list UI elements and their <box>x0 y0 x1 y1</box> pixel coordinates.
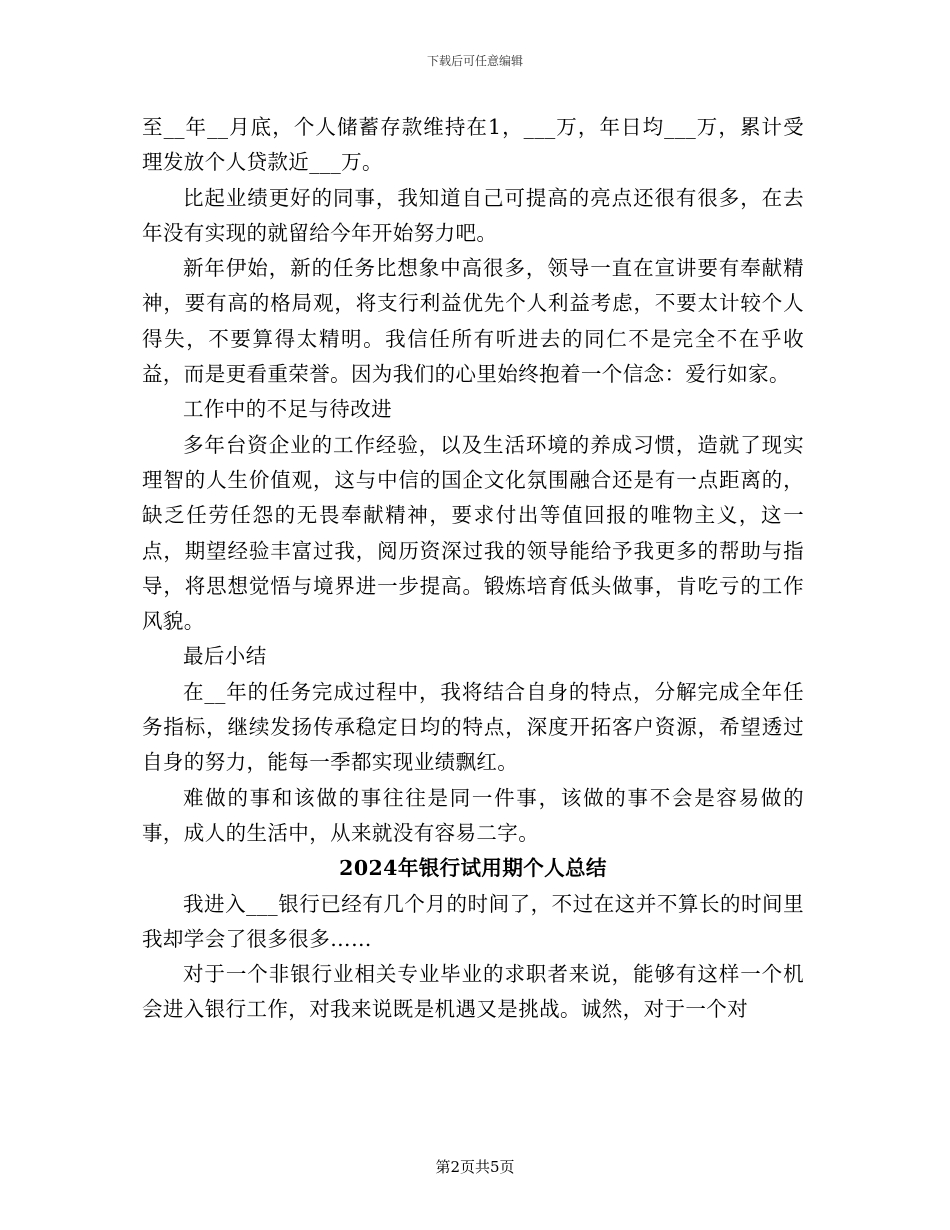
paragraph-plan: 在__年的任务完成过程中，我将结合自身的特点，分解完成全年任务指标，继续发扬传承稳定日均的特点，深度开拓客户资源，希望透过自身的努力，能每一季都实现业绩飘红。 <box>142 679 804 775</box>
document-title: 2024年银行试用期个人总结 <box>339 856 607 881</box>
document-body <box>142 110 804 1028</box>
paragraph-deposit-stats: 至__年__月底，个人储蓄存款维持在1，___万，年日均___万，累计受理发放个人贷款近___万。 <box>142 115 804 175</box>
section-heading-summary: 最后小结 <box>183 644 267 669</box>
paragraph-intro: 我进入___银行已经有几个月的时间了，不过在这并不算长的时间里我却学会了很多很多…… <box>142 891 804 951</box>
paragraph-reflection: 难做的事和该做的事往往是同一件事，该做的事不会是容易做的事，成人的生活中，从来就没有容易二字。 <box>142 785 804 845</box>
paragraph-new-year: 新年伊始，新的任务比想象中高很多，领导一直在宣讲要有奉献精神，要有高的格局观，将支行利益优先个人利益考虑，不要太计较个人得失，不要算得太精明。我信任所有听进去的同仁不是完全不在乎收益，而是更看重荣誉。因为我们的心里始终抱着一个信念：爱行如家。 <box>142 256 804 387</box>
paragraph-improvement: 比起业绩更好的同事，我知道自己可提高的亮点还很有很多，在去年没有实现的就留给今年开始努力吧。 <box>142 185 804 245</box>
paragraph-opportunity: 对于一个非银行业相关专业毕业的求职者来说，能够有这样一个机会进入银行工作，对我来说既是机遇又是挑战。诚然，对于一个对 <box>142 962 804 1022</box>
section-heading-shortcomings: 工作中的不足与待改进 <box>183 397 392 422</box>
page-header-note: 下载后可任意编辑 <box>426 54 523 68</box>
page-number-footer: 第2页共5页 <box>435 1158 515 1176</box>
paragraph-shortcomings: 多年台资企业的工作经验，以及生活环境的养成习惯，造就了现实理智的人生价值观，这与中信的国企文化氛围融合还是有一点距离的，缺乏任劳任怨的无畏奉献精神，要求付出等值回报的唯物主义，这一点，期望经验丰富过我，阅历资深过我的领导能给予我更多的帮助与指导，将思想觉悟与境界进一步提高。锻炼培育低头做事，肯吃亏的工作风貌。 <box>142 432 804 634</box>
